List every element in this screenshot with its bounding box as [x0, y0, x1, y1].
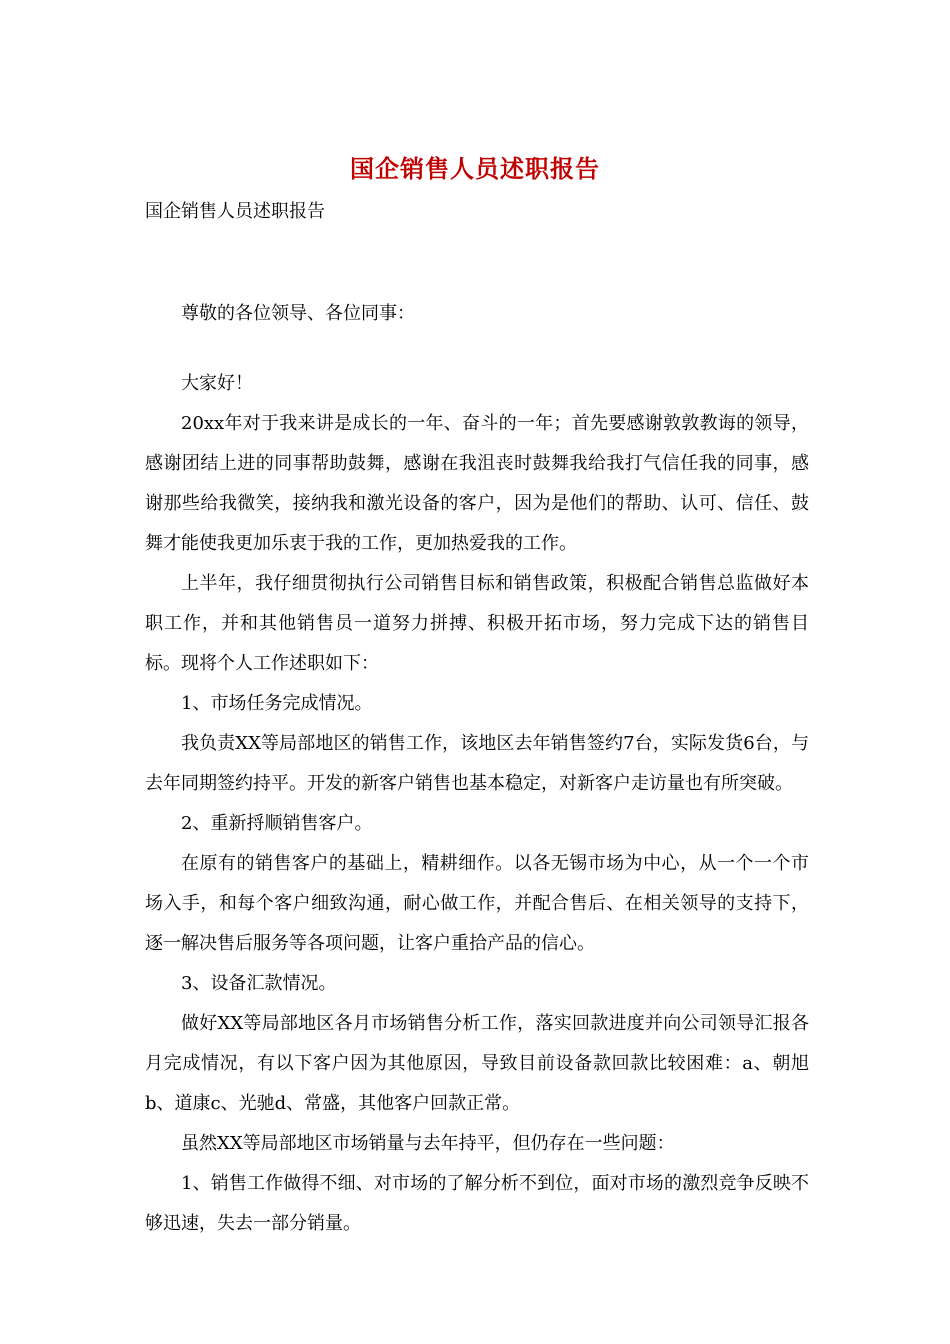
- paragraph: 做好XX等局部地区各月市场销售分析工作，落实回款进度并向公司领导汇报各月完成情况，有以下客户因为其他原因，导致目前设备款回款比较困难：a、朝旭b、道康c、光驰d、常盛，其他客户回款正常。: [145, 1013, 809, 1114]
- paragraph: 在原有的销售客户的基础上，精耕细作。以各无锡市场为中心，从一个一个市场入手，和每个客户细致沟通，耐心做工作，并配合售后、在相关领导的支持下，逐一解决售后服务等各项问题，让客户重拾产品的信心。: [145, 853, 809, 954]
- document-title: 国企销售人员述职报告: [350, 154, 600, 183]
- paragraph: 1、销售工作做得不细、对市场的了解分析不到位，面对市场的激烈竞争反映不够迅速，失去一部分销量。: [145, 1173, 809, 1234]
- section-heading: 1、市场任务完成情况。: [181, 693, 373, 714]
- paragraph: 我负责XX等局部地区的销售工作，该地区去年销售签约7台，实际发货6台，与去年同期签约持平。开发的新客户销售也基本稳定，对新客户走访量也有所突破。: [145, 733, 809, 794]
- paragraph: 上半年，我仔细贯彻执行公司销售目标和销售政策，积极配合销售总监做好本职工作，并和其他销售员一道努力拼搏、积极开拓市场，努力完成下达的销售目标。现将个人工作述职如下：: [145, 573, 809, 674]
- section-heading: 2、重新捋顺销售客户。: [181, 813, 373, 834]
- paragraph-greeting: 大家好！: [181, 373, 253, 394]
- document-body: [145, 364, 809, 1244]
- document-subtitle: 国企销售人员述职报告: [145, 201, 325, 222]
- salutation: 尊敬的各位领导、各位同事：: [181, 303, 415, 324]
- paragraph: 20xx年对于我来讲是成长的一年、奋斗的一年；首先要感谢敦敦教诲的领导，感谢团结上进的同事帮助鼓舞，感谢在我沮丧时鼓舞我给我打气信任我的同事，感谢那些给我微笑，接纳我和激光设备的客户，因为是他们的帮助、认可、信任、鼓舞才能使我更加乐衷于我的工作，更加热爱我的工作。: [145, 413, 809, 554]
- paragraph: 虽然XX等局部地区市场销量与去年持平，但仍存在一些问题：: [181, 1133, 675, 1154]
- section-heading: 3、设备汇款情况。: [181, 973, 337, 994]
